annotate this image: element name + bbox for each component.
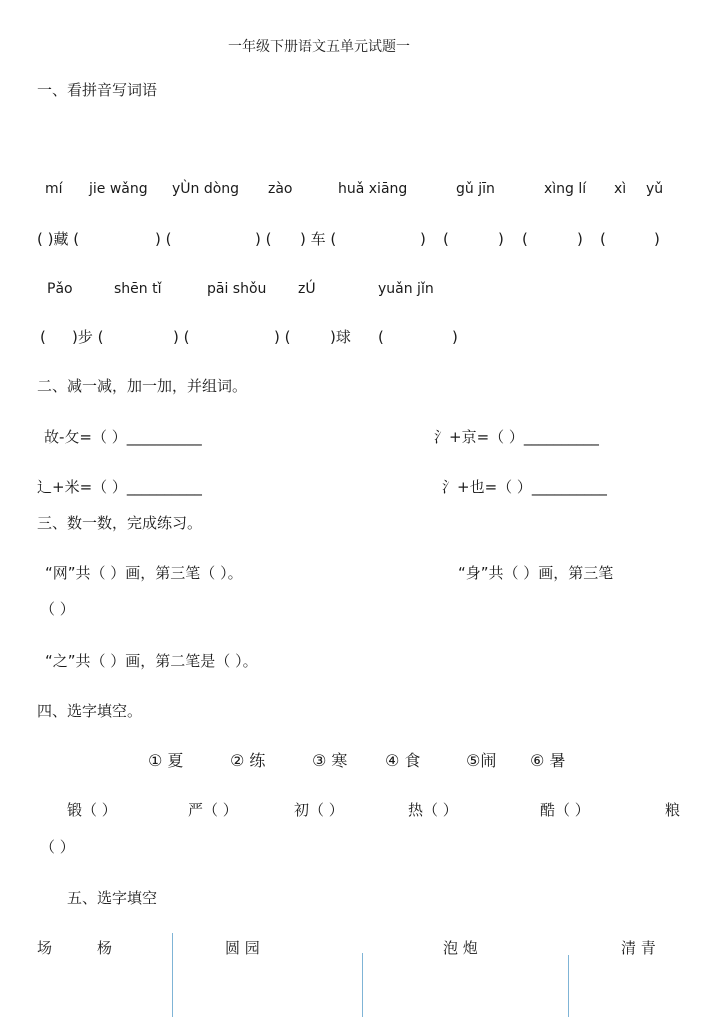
exercise-item: 故-攵=（ ）__________ (44, 428, 202, 446)
pinyin: huǎ xiāng (338, 181, 408, 197)
blank: ) ( (274, 328, 291, 346)
blank: ) (420, 230, 426, 248)
exercise-item: 辶+米=（ ）__________ (37, 478, 202, 496)
option: ⑤闹 (466, 751, 497, 770)
divider-line (362, 953, 363, 1017)
pinyin: yuǎn jǐn (378, 281, 434, 297)
question: “之”共（ ）画，第二笔是（ ）。 (45, 652, 258, 670)
blank: ) (452, 328, 458, 346)
blank: ) (498, 230, 504, 248)
page-title: 一年级下册语文五单元试题一 (228, 39, 410, 55)
blank: ( (522, 230, 528, 248)
exercise-item: 氵+也=（ ）__________ (442, 478, 607, 496)
pinyin: shēn tǐ (114, 281, 162, 297)
blank: 锻（ ） (67, 801, 117, 819)
exercise-item: 氵+京=（ ）__________ (434, 428, 599, 446)
blank: ) ( (173, 328, 190, 346)
blank: ( )藏 ( (37, 230, 80, 248)
option: ② 练 (230, 751, 266, 770)
blank: ) 车 ( (300, 230, 337, 248)
question: “网”共（ ）画，第三笔（ ）。 (45, 564, 243, 582)
section1-heading: 一、看拼音写词语 (37, 81, 158, 99)
blank: ) ( (155, 230, 172, 248)
option: ⑥ 暑 (530, 751, 566, 770)
blank: 粮 (665, 801, 681, 819)
char-pair: 场 (37, 939, 53, 957)
divider-line (568, 955, 569, 1017)
blank: （ ） (40, 838, 75, 856)
char-pair: 泡 炮 (443, 939, 478, 957)
blank: )步 ( (72, 328, 104, 346)
option: ④ 食 (385, 751, 421, 770)
pinyin: xìng lí (544, 181, 587, 197)
blank: ) (577, 230, 583, 248)
question: “身”共（ ）画，第三笔 (458, 564, 614, 582)
option: ① 夏 (148, 751, 184, 770)
pinyin: yÙn dòng (172, 181, 240, 197)
question: （ ） (40, 600, 75, 618)
blank: ( (600, 230, 606, 248)
section4-heading: 四、选字填空。 (37, 702, 143, 720)
option: ③ 寒 (312, 751, 348, 770)
section5-heading: 五、选字填空 (67, 889, 158, 907)
pinyin: gǔ jīn (456, 181, 495, 197)
blank: 热（ ） (408, 801, 458, 819)
pinyin: zào (268, 181, 293, 197)
blank: ( (378, 328, 384, 346)
pinyin: xì (614, 181, 627, 197)
pinyin: jie wǎng (89, 181, 148, 197)
blank: )球 (330, 328, 351, 346)
char-pair: 杨 (97, 939, 113, 957)
section3-heading: 三、数一数，完成练习。 (37, 514, 203, 532)
char-pair: 清 青 (621, 939, 656, 957)
blank: ) (654, 230, 660, 248)
pinyin: yǔ (646, 181, 664, 197)
pinyin: pāi shǒu (207, 281, 267, 297)
pinyin: mí (45, 181, 63, 197)
pinyin: Pǎo (47, 281, 73, 297)
blank: ) ( (255, 230, 272, 248)
blank: ( (443, 230, 449, 248)
blank: ( (40, 328, 46, 346)
pinyin: zÚ (298, 281, 316, 297)
divider-line (172, 933, 173, 1017)
blank: 严（ ） (188, 801, 238, 819)
blank: 酷（ ） (540, 801, 590, 819)
char-pair: 圆 园 (225, 939, 260, 957)
blank: 初（ ） (294, 801, 344, 819)
section2-heading: 二、减一减，加一加，并组词。 (37, 377, 248, 395)
